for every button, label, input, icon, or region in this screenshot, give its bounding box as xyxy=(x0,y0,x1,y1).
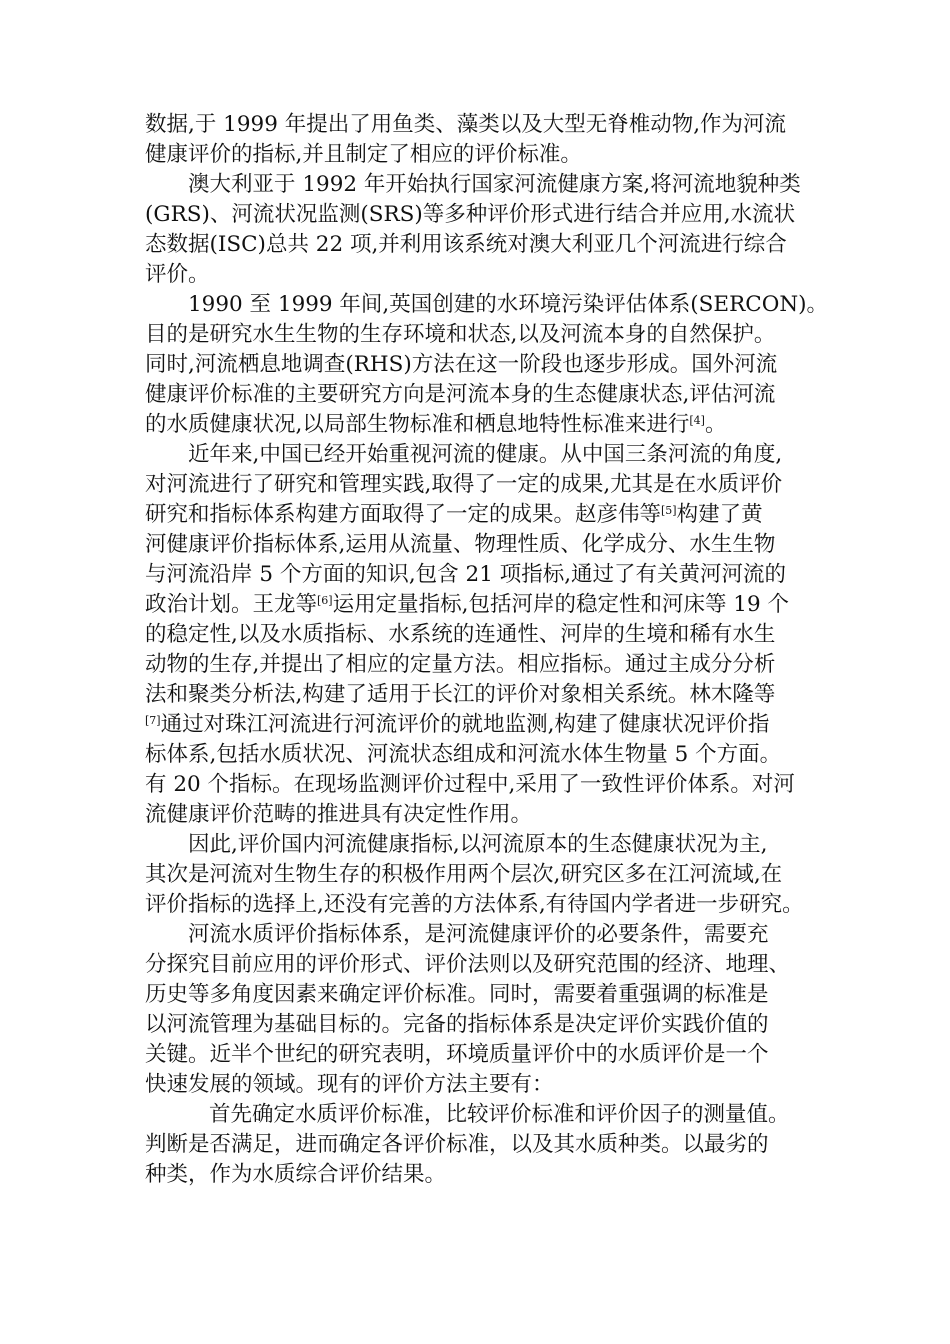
text-segment: 政治计划。王龙等 xyxy=(145,592,318,617)
text-line: 澳大利亚于 1992 年开始执行国家河流健康方案,将河流地貌种类 xyxy=(188,172,801,197)
text-line: 1990 至 1999 年间,英国创建的水环境污染评估体系(SERCON)。 xyxy=(188,292,829,317)
text-line: 法和聚类分析法,构建了适用于长江的评价对象相关系统。林木隆等 xyxy=(145,682,776,707)
paragraph xyxy=(145,170,825,290)
text-line: 数据,于 1999 年提出了用鱼类、藻类以及大型无脊椎动物,作为河流 xyxy=(145,112,787,137)
text-line: 同时,河流栖息地调查(RHS)方法在这一阶段也逐步形成。国外河流 xyxy=(145,352,778,377)
citation-ref: [6] xyxy=(317,594,333,607)
text-line: (GRS)、河流状况监测(SRS)等多种评价形式进行结合并应用,水流状 xyxy=(145,202,796,227)
text-line: 关键。近半个世纪的研究表明，环境质量评价中的水质评价是一个 xyxy=(145,1042,769,1067)
text-line xyxy=(145,410,825,440)
text-line: 快速发展的领域。现有的评价方法主要有： xyxy=(145,1072,554,1097)
document-page xyxy=(145,110,829,1190)
text-segment: 构建了黄 xyxy=(676,502,763,527)
text-segment: 研究和指标体系构建方面取得了一定的成果。赵彦伟等 xyxy=(145,502,662,527)
paragraph xyxy=(145,110,825,170)
text-line: 态数据(ISC)总共 22 项,并利用该系统对澳大利亚几个河流进行综合 xyxy=(145,232,787,257)
text-line: 河流水质评价指标体系，是河流健康评价的必要条件，需要充 xyxy=(188,922,769,947)
citation-ref: [5] xyxy=(661,504,677,517)
text-line: 健康评价的指标,并且制定了相应的评价标准。 xyxy=(145,142,582,167)
text-line: 目的是研究水生生物的生存环境和状态,以及河流本身的自然保护。 xyxy=(145,322,776,347)
text-line xyxy=(145,500,825,530)
text-line: 对河流进行了研究和管理实践,取得了一定的成果,尤其是在水质评价 xyxy=(145,472,783,497)
text-line: 健康评价标准的主要研究方向是河流本身的生态健康状态,评估河流 xyxy=(145,382,776,407)
text-line: 标体系,包括水质状况、河流状态组成和河流水体生物量 5 个方面。 xyxy=(145,742,782,767)
text-line: 动物的生存,并提出了相应的定量方法。相应指标。通过主成分分析 xyxy=(145,652,776,677)
citation-ref: [7] xyxy=(145,714,161,727)
paragraph xyxy=(145,290,829,440)
text-line: 首先确定水质评价标准，比较评价标准和评价因子的测量值。 xyxy=(209,1102,790,1127)
text-segment: 。 xyxy=(704,412,727,437)
text-line: 分探究目前应用的评价形式、评价法则以及研究范围的经济、地理、 xyxy=(145,952,791,977)
text-line: 流健康评价范畴的推进具有决定性作用。 xyxy=(145,802,533,827)
text-line: 与河流沿岸 5 个方面的知识,包含 21 项指标,通过了有关黄河河流的 xyxy=(145,562,787,587)
text-line: 近年来,中国已经开始重视河流的健康。从中国三条河流的角度, xyxy=(188,442,783,467)
text-segment: 运用定量指标,包括河岸的稳定性和河床等 19 个 xyxy=(332,592,789,617)
text-segment: 通过对珠江河流进行河流评价的就地监测,构建了健康状况评价指 xyxy=(160,712,770,737)
text-line: 评价。 xyxy=(145,262,210,287)
text-line: 历史等多角度因素来确定评价标准。同时，需要着重强调的标准是 xyxy=(145,982,769,1007)
text-line xyxy=(145,710,825,740)
text-line: 其次是河流对生物生存的积极作用两个层次,研究区多在江河流域,在 xyxy=(145,862,783,887)
text-line: 的稳定性,以及水质指标、水系统的连通性、河岸的生境和稀有水生 xyxy=(145,622,776,647)
text-segment: 的水质健康状况,以局部生物标准和栖息地特性标准来进行 xyxy=(145,412,690,437)
paragraph xyxy=(145,440,825,830)
text-line: 有 20 个指标。在现场监测评价过程中,采用了一致性评价体系。对河 xyxy=(145,772,795,797)
text-line: 评价指标的选择上,还没有完善的方法体系,有待国内学者进一步研究。 xyxy=(145,892,804,917)
text-line: 判断是否满足，进而确定各评价标准，以及其水质种类。以最劣的 xyxy=(145,1132,769,1157)
text-line xyxy=(145,590,825,620)
text-line: 种类，作为水质综合评价结果。 xyxy=(145,1162,447,1187)
paragraph xyxy=(145,1100,825,1190)
paragraph xyxy=(145,920,825,1100)
text-line: 以河流管理为基础目标的。完备的指标体系是决定评价实践价值的 xyxy=(145,1012,769,1037)
citation-ref: [4] xyxy=(689,414,705,427)
text-line: 河健康评价指标体系,运用从流量、物理性质、化学成分、水生生物 xyxy=(145,532,776,557)
text-line: 因此,评价国内河流健康指标,以河流原本的生态健康状况为主, xyxy=(188,832,768,857)
paragraph xyxy=(145,830,825,920)
